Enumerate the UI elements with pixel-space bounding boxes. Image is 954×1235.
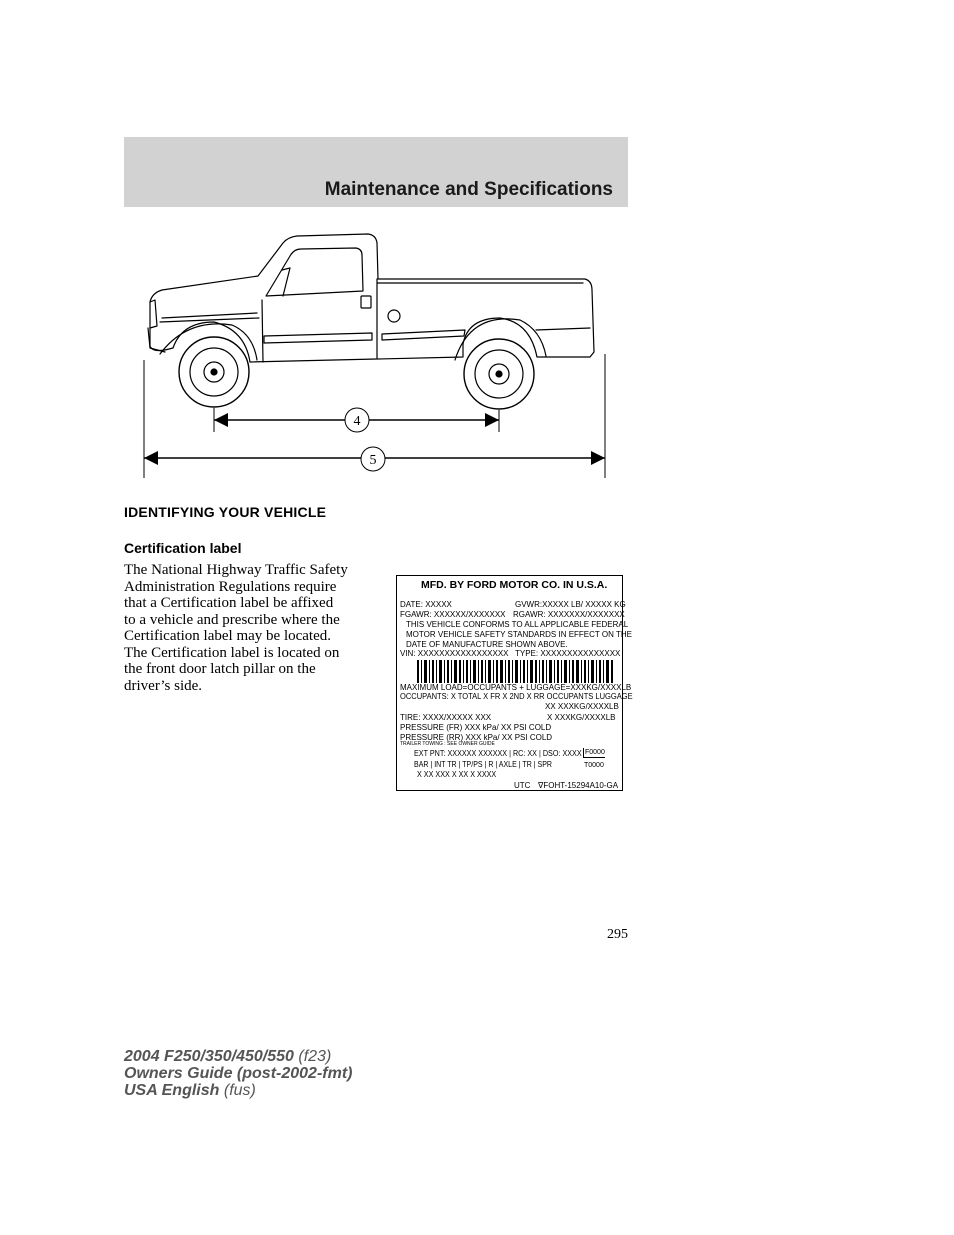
- footer-line: [124, 1082, 352, 1099]
- label-codes-values: X XX XXX X XX X XXXX: [417, 770, 497, 779]
- label-occupant-value: X XXXKG/XXXXLB: [547, 713, 616, 722]
- footer-line: [124, 1048, 352, 1065]
- vin-barcode: [417, 660, 613, 683]
- footer-language-code: (fus): [219, 1082, 256, 1099]
- label-gvwr: GVWR:XXXXX LB/ XXXXX KG: [515, 600, 626, 609]
- page-number: 295: [607, 927, 628, 942]
- label-codes-row: BAR | INT TR | TP/PS | R | AXLE | TR | SPR: [414, 760, 552, 769]
- label-code-t: T0000: [584, 762, 604, 769]
- label-rgawr: RGAWR: XXXXXXX/XXXXXXX: [513, 610, 625, 619]
- label-utc: UTC: [514, 781, 531, 790]
- label-title: MFD. BY FORD MOTOR CO. IN U.S.A.: [421, 579, 608, 591]
- label-conform-line: THIS VEHICLE CONFORMS TO ALL APPLICABLE FEDERAL: [406, 620, 629, 629]
- label-max-load: MAXIMUM LOAD=OCCUPANTS + LUGGAGE=XXXKG/XXXXLB: [400, 683, 632, 692]
- truck-body-outline: [150, 234, 594, 362]
- truck-dimension-figure: [138, 225, 613, 485]
- body-line: driver’s side.: [124, 677, 203, 694]
- footer-guide: Owners Guide (post-2002-fmt): [124, 1065, 353, 1082]
- label-occupants: OCCUPANTS: X TOTAL X FR X 2ND X RR OCCUPANTS LUGGAGE: [400, 692, 633, 701]
- callout-5: 5: [369, 453, 377, 468]
- body-line: The National Highway Traffic Safety: [124, 562, 348, 578]
- body-line: Certification label may be located.: [124, 628, 331, 644]
- label-occupant-value: XX XXXKG/XXXXLB: [545, 702, 619, 711]
- chapter-header-band: [124, 137, 628, 207]
- label-part-number: ∇FOHT-15294A10-GA: [538, 781, 619, 790]
- label-date: DATE: XXXXX: [400, 600, 452, 609]
- document-footer: [124, 1048, 352, 1099]
- cab-window: [266, 248, 363, 296]
- certification-label-illustration: [396, 575, 633, 791]
- label-fgawr: FGAWR: XXXXXX/XXXXXXX: [400, 610, 506, 619]
- body-line: the front door latch pillar on the: [124, 661, 316, 677]
- section-heading: IDENTIFYING YOUR VEHICLE: [124, 504, 327, 520]
- label-pressure-rear: PRESSURE (RR) XXX kPa/ XX PSI COLD: [400, 733, 553, 742]
- label-type: TYPE: XXXXXXXXXXXXXXX: [515, 649, 621, 658]
- label-ext-paint: EXT PNT: XXXXXX XXXXXX | RC: XX | DSO: XXXX: [414, 749, 582, 758]
- label-pressure-front: PRESSURE (FR) XXX kPa/ XX PSI COLD: [400, 723, 552, 732]
- label-code-f: F0000: [585, 749, 605, 756]
- body-line: to a vehicle and prescribe where the: [124, 611, 340, 628]
- label-trailer-towing: TRAILER TOWING : SEE OWNER GUIDE: [400, 741, 495, 747]
- chapter-title: Maintenance and Specifications: [324, 179, 613, 200]
- label-conform-line: MOTOR VEHICLE SAFETY STANDARDS IN EFFECT ON THE: [406, 630, 632, 639]
- body-paragraph: [124, 562, 380, 694]
- label-tire: TIRE: XXXX/XXXXX XXX: [400, 713, 492, 722]
- subsection-heading: Certification label: [124, 540, 242, 556]
- label-conform-line: DATE OF MANUFACTURE SHOWN ABOVE.: [406, 640, 568, 649]
- footer-model-code: (f23): [293, 1048, 332, 1065]
- body-line: that a Certification label be affixed: [124, 595, 334, 611]
- body-line: Administration Regulations require: [124, 578, 337, 595]
- callout-4: 4: [353, 414, 361, 429]
- footer-line: [124, 1065, 352, 1082]
- footer-language: USA English: [124, 1082, 220, 1099]
- body-line: The Certification label is located on: [124, 644, 340, 661]
- label-vin: VIN: XXXXXXXXXXXXXXXXX: [400, 649, 509, 658]
- footer-model: 2004 F250/350/450/550: [124, 1048, 294, 1065]
